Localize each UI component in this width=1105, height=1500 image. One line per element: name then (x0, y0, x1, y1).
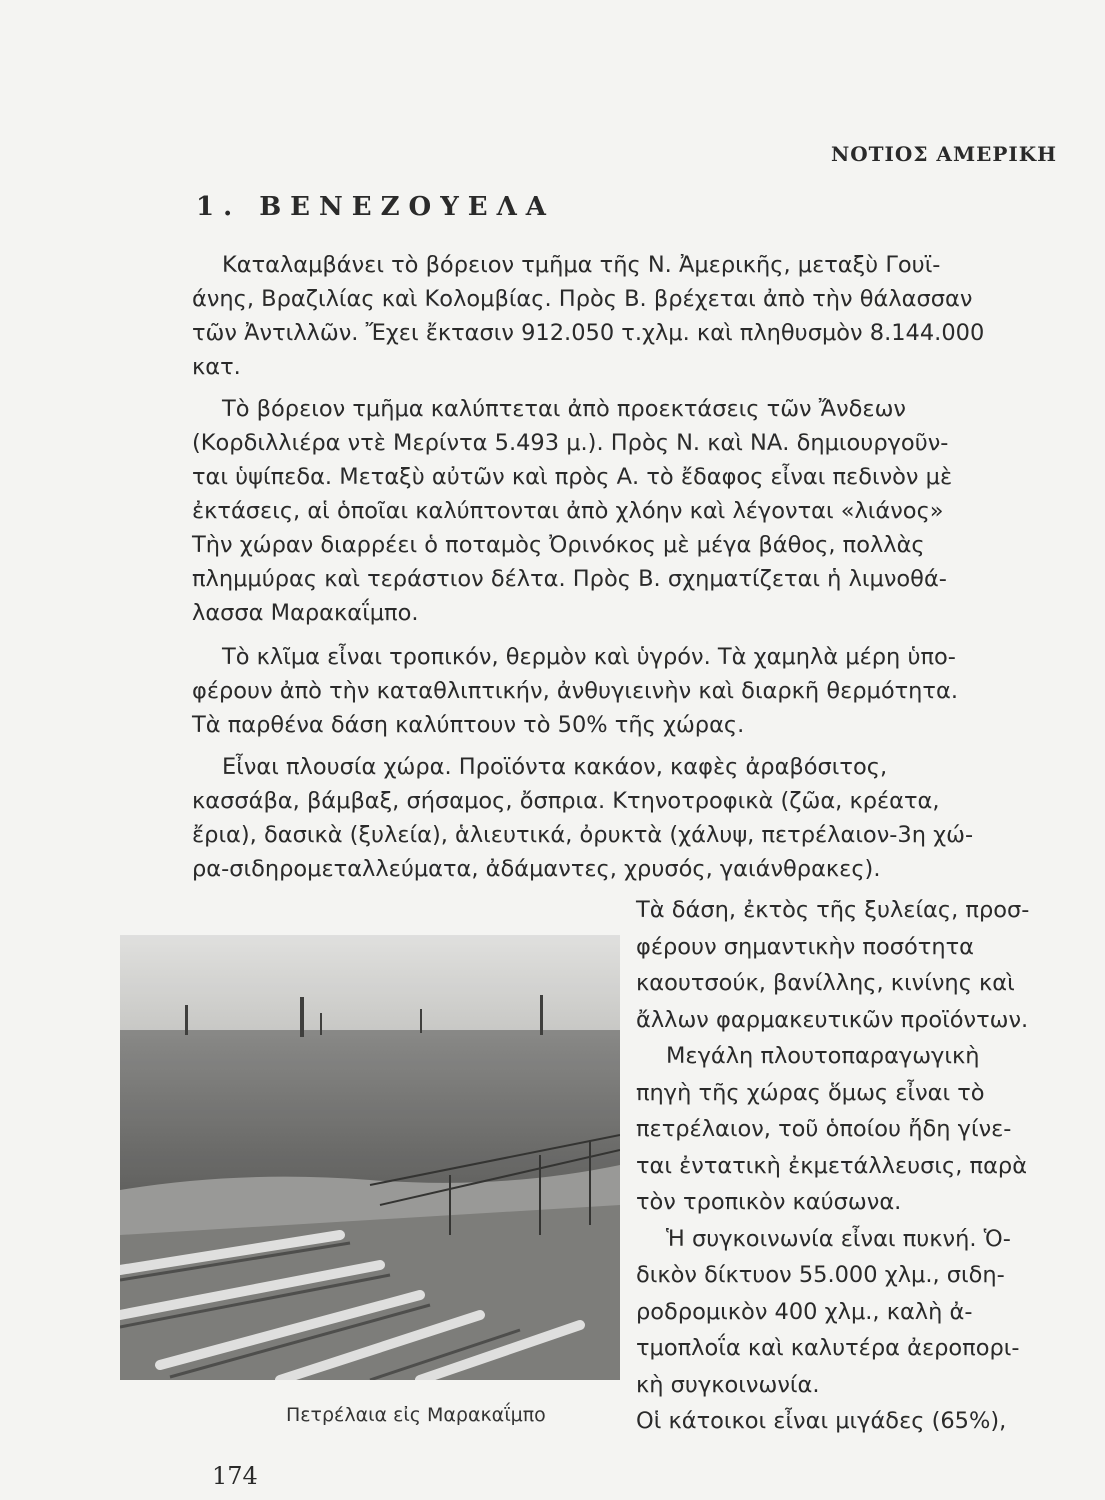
text-line: πηγὴ τῆς χώρας ὅμως εἶναι τὸ (636, 1079, 985, 1106)
text-line: ἄλλων φαρμακευτικῶν προϊόντων. (636, 1006, 1029, 1033)
text-line: (Κορδιλλιέρα ντὲ Μερίντα 5.493 μ.). Πρὸς Ν. καὶ ΝΑ. δημιουργοῦν- (192, 430, 949, 456)
text-line: κασσάβα, βάμβαξ, σήσαμος, ὄσπρια. Κτηνοτροφικὰ (ζῶα, κρέατα, (192, 788, 940, 814)
text-line: δικὸν δίκτυον 55.000 χλμ., σιδη- (636, 1262, 1005, 1288)
oil-field-photo-image (120, 935, 620, 1380)
text-line: κὴ συγκοινωνία. (636, 1371, 820, 1398)
text-line: Τὴν χώραν διαρρέει ὁ ποταμὸς Ὀρινόκος μὲ μέγα βάθος, πολλὰς (192, 532, 925, 558)
text-line: φέρουν σημαντικὴν ποσότητα (636, 933, 974, 960)
paragraph-relief (192, 392, 1058, 630)
text-line: φέρουν ἀπὸ τὴν καταθλιπτικήν, ἀνθυγιεινὴν καὶ διαρκῆ θερμότητα. (192, 678, 958, 704)
text-line: ἐκτάσεις, αἱ ὁποῖαι καλύπτονται ἀπὸ χλόην καὶ λέγονται «λιάνος» (192, 498, 944, 524)
text-line: Τὸ βόρειον τμῆμα καλύπτεται ἀπὸ προεκτάσεις τῶν Ἄνδεων (222, 396, 906, 422)
text-line: Εἶναι πλουσία χώρα. Προϊόντα κακάον, καφὲς ἀραβόσιτος, (222, 754, 888, 780)
text-line: άνης, Βραζιλίας καὶ Κολομβίας. Πρὸς Β. βρέχεται ἀπὸ τὴν θάλασσαν (192, 286, 973, 312)
paragraph-economy (192, 750, 1058, 886)
text-line: ται ὑψίπεδα. Μεταξὺ αὐτῶν καὶ πρὸς Α. τὸ ἔδαφος εἶναι πεδινὸν μὲ (192, 464, 953, 490)
text-line: ται ἐντατικὴ ἐκμετάλλευσις, παρὰ (636, 1152, 1028, 1179)
text-line: πετρέλαιον, τοῦ ὁποίου ἤδη γίνε- (636, 1116, 1012, 1142)
text-line: καουτσούκ, βανίλλης, κινίνης καὶ (636, 970, 1015, 996)
text-line: ρα-σιδηρομεταλλεύματα, ἀδάμαντες, χρυσός, γαιάνθρακες). (192, 856, 881, 882)
text-line: Ἡ συγκοινωνία εἶναι πυκνή. Ὁ- (666, 1225, 1011, 1252)
paragraph-column (636, 892, 1060, 1440)
running-head: ΝΟΤΙΟΣ ΑΜΕΡΙΚΗ (830, 142, 1057, 166)
text-line: κατ. (192, 354, 241, 380)
text-line: Τὸ κλῖμα εἶναι τροπικόν, θερμὸν καὶ ὑγρόν. Τὰ χαμηλὰ μέρη ὑπο- (222, 644, 956, 670)
paragraph-location (192, 248, 1058, 384)
text-line: λασσα Μαρακαΐμπο. (192, 600, 419, 626)
chapter-title: 1. ΒΕΝΕΖΟΥΕΛΑ (196, 192, 555, 222)
text-line: τῶν Ἀντιλλῶν. Ἔχει ἔκτασιν 912.050 τ.χλμ. καὶ πληθυσμὸν 8.144.000 (192, 320, 985, 346)
text-line: Καταλαμβάνει τὸ βόρειον τμῆμα τῆς Ν. Ἀμερικῆς, μεταξὺ Γουϊ- (222, 252, 941, 278)
text-line: ἔρια), δασικὰ (ξυλεία), ἁλιευτικά, ὀρυκτὰ (χάλυψ, πετρέλαιον-3η χώ- (192, 822, 974, 848)
text-line: πλημμύρας καὶ τεράστιον δέλτα. Πρὸς Β. σχηματίζεται ἡ λιμνοθά- (192, 566, 947, 592)
oil-field-photo (120, 935, 620, 1380)
text-line: ροδρομικὸν 400 χλμ., καλὴ ἀ- (636, 1298, 973, 1325)
text-line: τὸν τροπικὸν καύσωνα. (636, 1189, 902, 1215)
text-line: Τὰ δάση, ἐκτὸς τῆς ξυλείας, προσ- (636, 897, 1030, 923)
paragraph-climate (192, 640, 1058, 742)
text-line: Μεγάλη πλουτοπαραγωγικὴ (666, 1043, 980, 1069)
text-line: τμοπλοΐα καὶ καλυτέρα ἀεροπορι- (636, 1335, 1020, 1361)
text-line: Οἱ κάτοικοι εἶναι μιγάδες (65%), (636, 1408, 1007, 1434)
text-line: Τὰ παρθένα δάση καλύπτουν τὸ 50% τῆς χώρας. (192, 712, 745, 738)
photo-caption: Πετρέλαια εἰς Μαρακαΐμπο (286, 1404, 546, 1426)
page-number: 174 (212, 1462, 258, 1490)
